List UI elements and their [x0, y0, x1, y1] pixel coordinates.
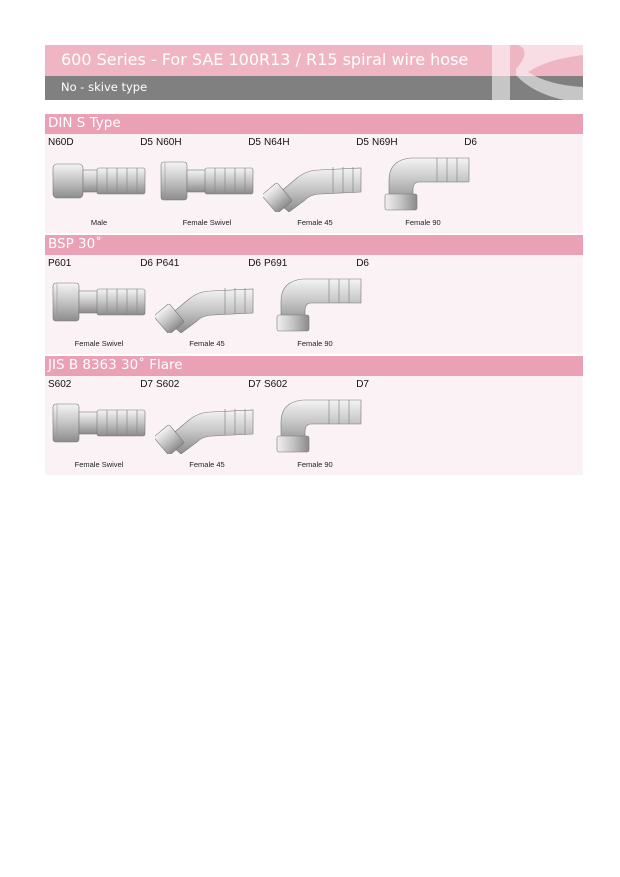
elbow-90-icon — [263, 271, 367, 333]
dash-size: D6 — [248, 258, 261, 269]
part-code: N60H — [156, 137, 182, 148]
part-code: P641 — [156, 258, 180, 269]
straight-swivel-icon — [155, 150, 259, 212]
section-body — [45, 255, 583, 354]
fitting-caption: Female 90 — [297, 460, 333, 469]
fitting-card — [261, 255, 369, 354]
section-title: JIS B 8363 30˚ Flare — [48, 357, 183, 373]
elbow-90-icon — [371, 150, 475, 212]
fitting-caption: Female 90 — [405, 218, 441, 227]
dash-size: D5 — [248, 137, 261, 148]
dash-size: D7 — [356, 379, 369, 390]
fitting-card — [45, 255, 153, 354]
section-title: BSP 30˚ — [48, 236, 102, 252]
straight-male-icon — [47, 150, 151, 212]
section-header — [45, 235, 583, 255]
part-code: S602 — [48, 379, 72, 390]
fitting-caption: Female 45 — [297, 218, 333, 227]
fitting-card — [45, 134, 153, 233]
fitting-card — [153, 255, 261, 354]
section-header — [45, 356, 583, 376]
elbow-45-icon — [155, 271, 259, 333]
section-title: DIN S Type — [48, 115, 121, 131]
fitting-caption: Female 90 — [297, 339, 333, 348]
dash-size: D5 — [140, 137, 153, 148]
part-code: S602 — [264, 379, 288, 390]
part-code: N60D — [48, 137, 74, 148]
fitting-card — [153, 376, 261, 475]
fitting-caption: Female Swivel — [74, 460, 124, 469]
page-header — [45, 45, 583, 100]
fitting-caption: Female Swivel — [182, 218, 232, 227]
fitting-caption: Female 45 — [189, 460, 225, 469]
section-din-s-type — [45, 114, 583, 233]
page-subtitle: No - skive type — [61, 80, 148, 94]
section-jis-b-8363 — [45, 356, 583, 475]
brand-logo-mark — [468, 45, 583, 100]
dash-size: D7 — [248, 379, 261, 390]
section-body — [45, 376, 583, 475]
section-header — [45, 114, 583, 134]
straight-swivel-icon — [47, 392, 151, 454]
fitting-card — [153, 134, 261, 233]
dash-size: D6 — [464, 137, 477, 148]
part-code: N64H — [264, 137, 290, 148]
dash-size: D6 — [140, 258, 153, 269]
part-code: N69H — [372, 137, 398, 148]
page-title: 600 Series - For SAE 100R13 / R15 spiral wire hose — [61, 50, 469, 69]
part-code: P601 — [48, 258, 72, 269]
elbow-90-icon — [263, 392, 367, 454]
dash-size: D7 — [140, 379, 153, 390]
section-body — [45, 134, 583, 233]
part-code: P691 — [264, 258, 288, 269]
fitting-card — [45, 376, 153, 475]
fitting-caption: Male — [90, 218, 108, 227]
elbow-45-icon — [155, 392, 259, 454]
part-code: S602 — [156, 379, 180, 390]
fitting-caption: Female 45 — [189, 339, 225, 348]
fitting-card — [369, 134, 477, 233]
fitting-caption: Female Swivel — [74, 339, 124, 348]
straight-swivel-icon — [47, 271, 151, 333]
fitting-card — [261, 376, 369, 475]
section-bsp-30 — [45, 235, 583, 354]
dash-size: D6 — [356, 258, 369, 269]
dash-size: D5 — [356, 137, 369, 148]
elbow-45-icon — [263, 150, 367, 212]
fitting-card — [261, 134, 369, 233]
